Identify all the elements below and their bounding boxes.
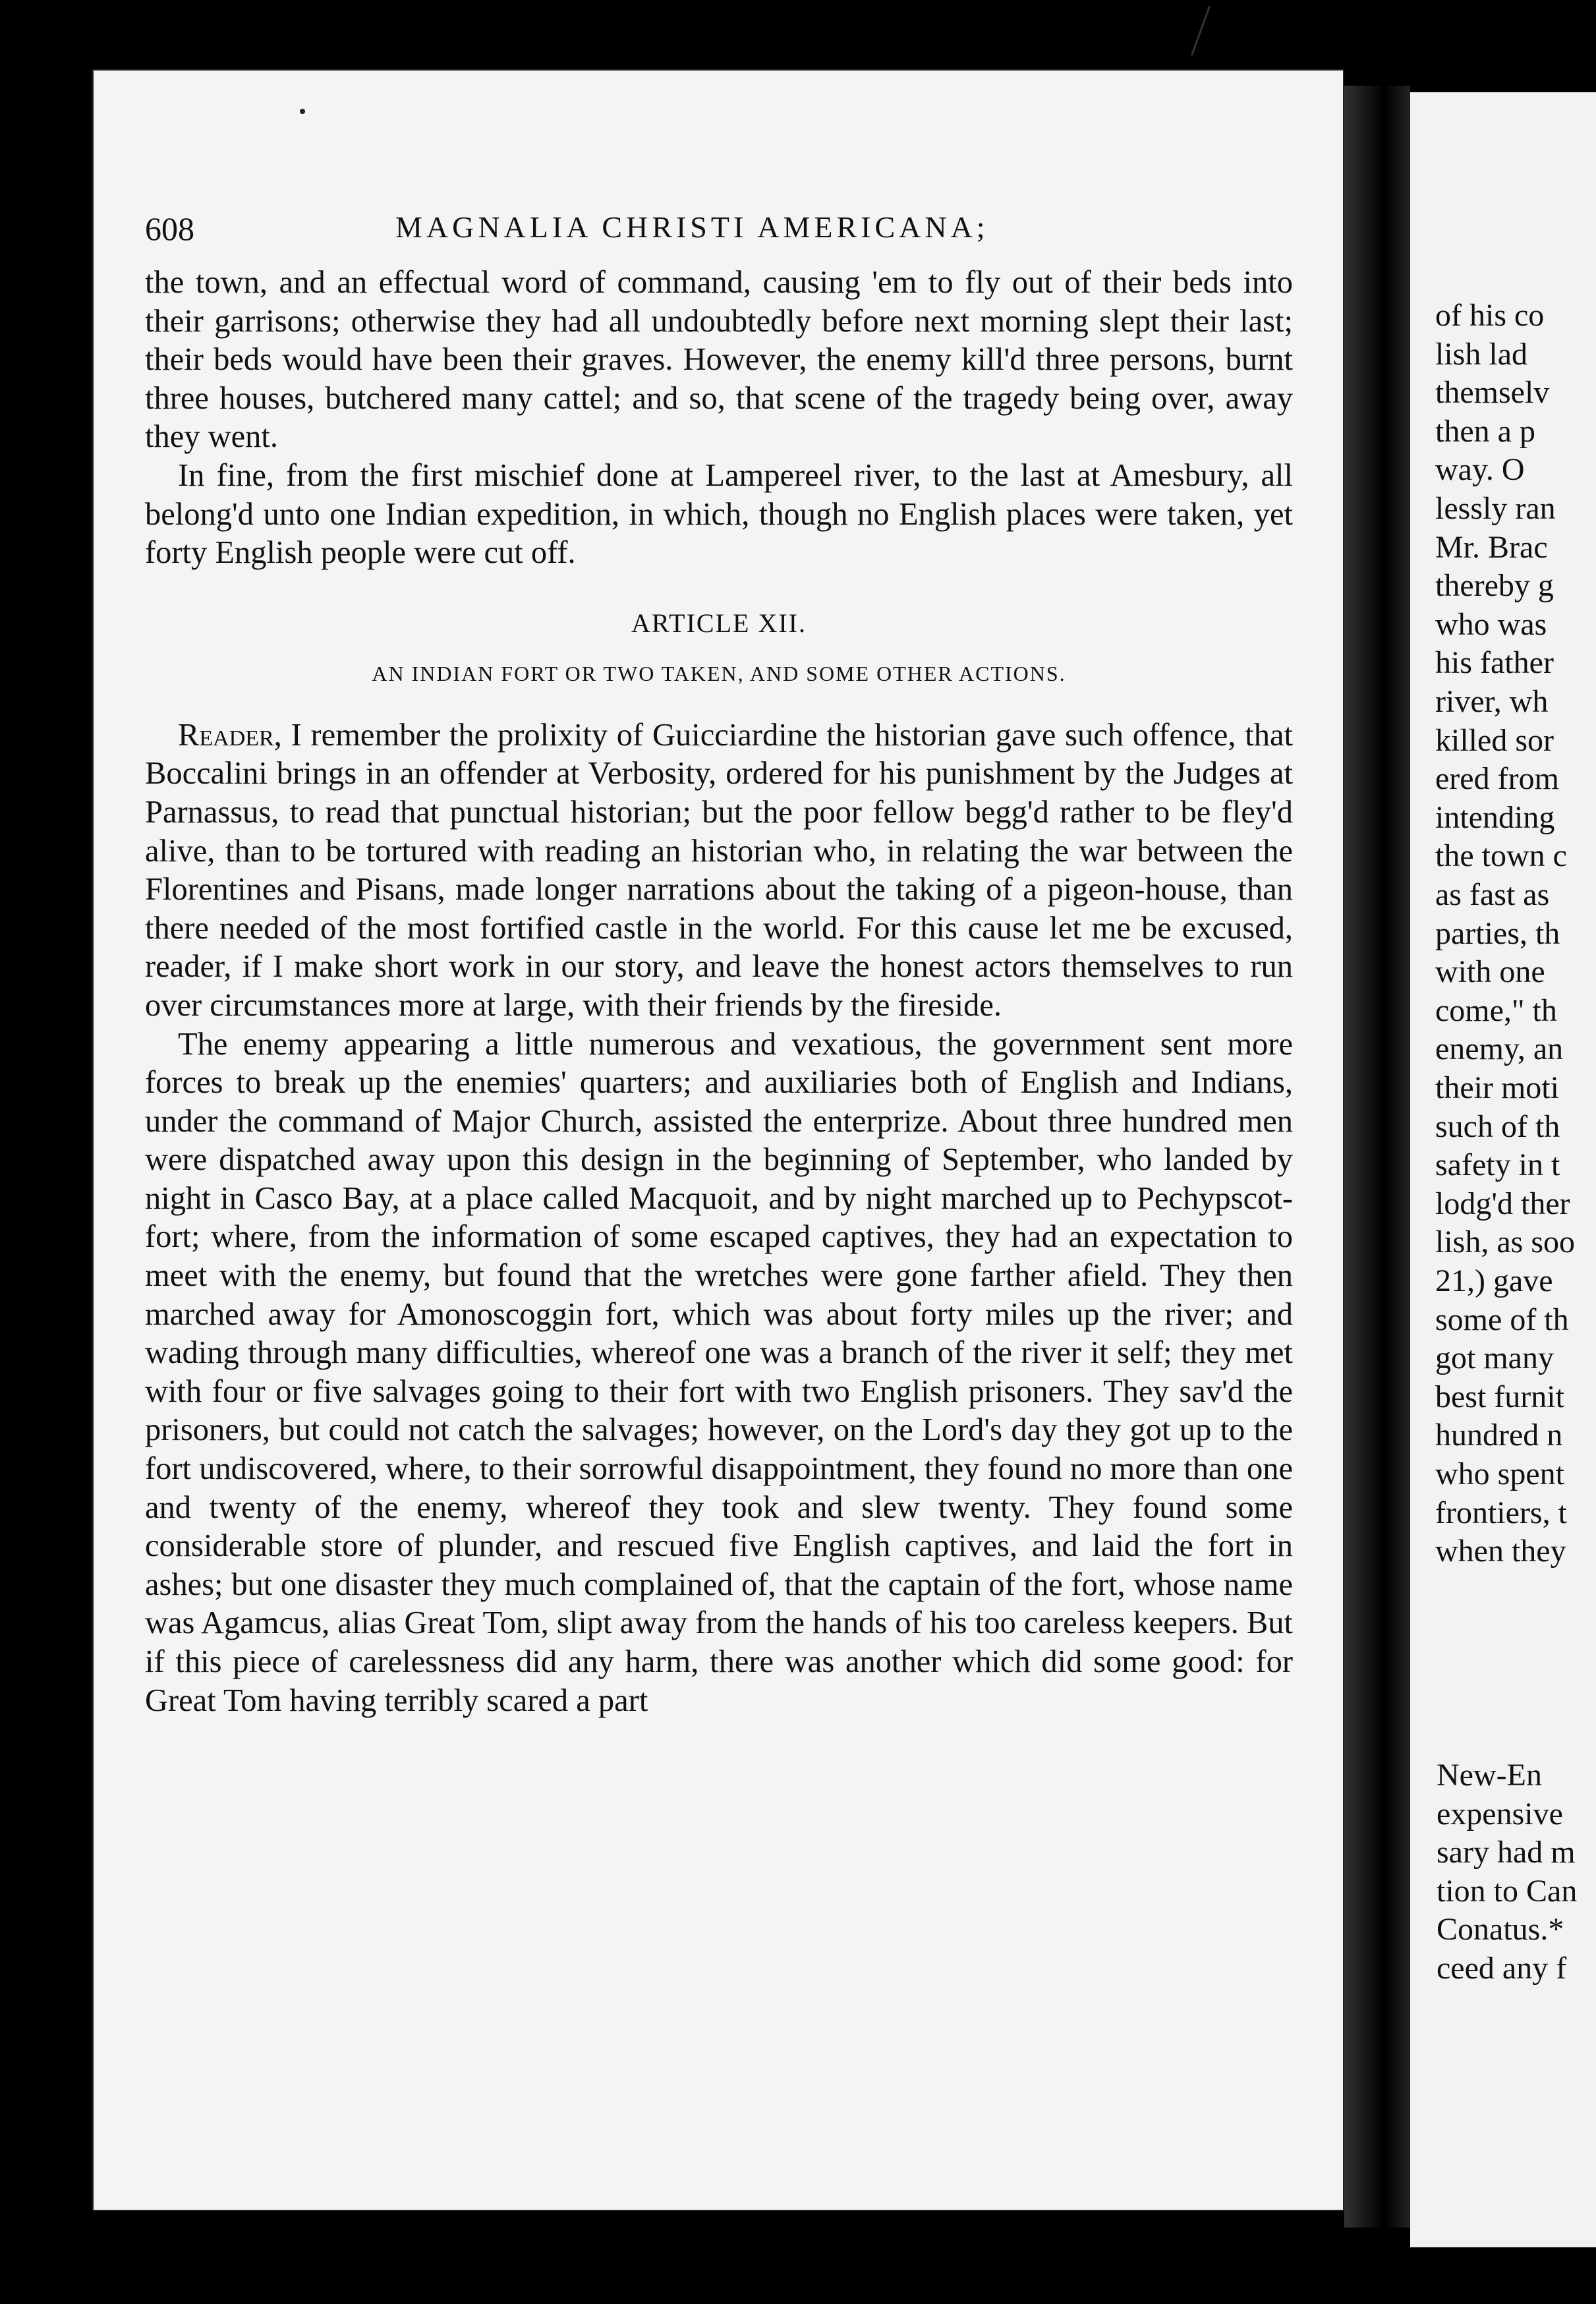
- facing-page-line: their moti: [1435, 1070, 1559, 1105]
- facing-page-line: who spent: [1435, 1456, 1564, 1491]
- article-subheading: AN INDIAN FORT OR TWO TAKEN, AND SOME OTHER ACTIONS.: [372, 661, 1066, 685]
- article-heading: ARTICLE XII.: [631, 608, 807, 638]
- facing-page-line: come," th: [1435, 993, 1557, 1028]
- running-title: MAGNALIA CHRISTI AMERICANA;: [395, 210, 989, 244]
- facing-page-line: sary had m: [1437, 1835, 1576, 1870]
- paragraph-text: I remember the prolixity of Guicciardine the historian gave such offence, that Boccalini brings in an offender at Verbosity, ordered for his punishment by the Judges at Parnassus, to read that punctual historian; but the poor fellow begg'd rather to be fley'd alive, than to be tortured with reading an historian who, in relating the war between the Florentines and Pisans, made longer narrations about the taking of a pigeon-house, than there needed of the most fortified castle in the world. For this cause let me be excused, reader, if I make short work in our story, and leave the honest actors themselves to run over circumstances more at large, with their friends by the fireside.: [145, 717, 1293, 1023]
- facing-page-line: thereby g: [1435, 568, 1554, 604]
- facing-page-line: his father: [1435, 645, 1554, 681]
- facing-page-line: river, wh: [1435, 684, 1549, 719]
- facing-page-line: who was: [1435, 606, 1547, 642]
- facing-page-line: ceed any f: [1437, 1951, 1567, 1986]
- speck: [300, 109, 305, 114]
- pen-mark: [1191, 5, 1223, 60]
- paragraph: [145, 716, 1293, 1025]
- facing-page-line: as fast as: [1435, 877, 1550, 912]
- facing-page-line: the town c: [1435, 838, 1567, 874]
- facing-page-line: New-En: [1437, 1758, 1542, 1793]
- facing-page-line: when they: [1435, 1534, 1566, 1569]
- facing-page-line: best furnit: [1435, 1379, 1564, 1414]
- facing-page-line: intending: [1435, 799, 1555, 835]
- main-text: [145, 264, 1293, 1720]
- facing-page-line: Mr. Brac: [1435, 529, 1548, 565]
- facing-page-line: hundred n: [1435, 1418, 1563, 1453]
- facing-page-line: themselv: [1435, 375, 1550, 411]
- facing-page-line: lodg'd ther: [1435, 1186, 1570, 1221]
- facing-page-line: killed sor: [1435, 722, 1554, 758]
- page-number: 608: [145, 210, 194, 247]
- facing-page-line: way. O: [1435, 452, 1525, 488]
- book-gutter: [1344, 86, 1410, 2228]
- paragraph: In fine, from the first mischief done at Lampereel river, to the last at Amesbury, all belong'd unto one Indian expedition, in which, though no English places were taken, yet forty English people were cut off.: [145, 457, 1293, 571]
- facing-page-line: got many: [1435, 1340, 1554, 1376]
- facing-page-line: ered from: [1435, 761, 1559, 797]
- paragraph: the town, and an effectual word of command, causing 'em to fly out of their beds into their garrisons; otherwise they had all undoubtedly before next morning slept their last; their beds would have been their graves. However, the enemy kill'd three persons, burnt three houses, butchered many cattel; and so, that scene of the tragedy being over, away they went.: [145, 265, 1293, 455]
- facing-page-line: then a p: [1435, 413, 1535, 449]
- facing-page-line: lessly ran: [1435, 491, 1556, 526]
- facing-page-line: enemy, an: [1435, 1031, 1564, 1067]
- facing-page-line: Conatus.*: [1437, 1912, 1564, 1947]
- facing-page-line: expensive: [1437, 1796, 1563, 1831]
- facing-page-line: with one: [1435, 954, 1545, 990]
- running-header: [145, 210, 1305, 249]
- facing-page-line: frontiers, t: [1435, 1495, 1567, 1530]
- facing-page-line: some of th: [1435, 1302, 1569, 1337]
- facing-page-line: 21,) gave: [1435, 1263, 1553, 1298]
- facing-page-line: lish lad: [1435, 336, 1527, 372]
- lead-word: Reader,: [178, 717, 282, 753]
- facing-page-line: tion to Can: [1437, 1873, 1578, 1909]
- paragraph: The enemy appearing a little numerous and vexatious, the government sent more forces to break up the enemies' quarters; and auxiliaries both of English and Indians, under the command of Major Church, assisted the enterprize. About three hundred men were dispatched away upon this design in the beginning of September, who landed by night in Casco Bay, at a place called Macquoit, and by night marched up to Pechypscot-fort; where, from the information of some escaped captives, they had an expectation to meet with the enemy, but found that the wretches were gone farther afield. They then marched away for Amonoscoggin fort, which was about forty miles up the river; and wading through many difficulties, whereof one was a branch of the river it self; they met with four or five salvages going to their fort with two English prisoners. They sav'd the prisoners, but could not catch the salvages; however, on the Lord's day they got up to the fort undiscovered, where, to their sorrowful disappointment, they found no more than one and twenty of the enemy, whereof they took and slew twenty. They found some considerable store of plunder, and rescued five English captives, and laid the fort in ashes; but one disaster they much complained of, that the captain of the fort, whose name was Agamcus, alias Great Tom, slipt away from the hands of his too careless keepers. But if this piece of carelessness did any harm, there was another which did some good: for Great Tom having terribly scared a part: [145, 1026, 1293, 1718]
- facing-page-line: such of th: [1435, 1109, 1560, 1144]
- facing-page-line: of his co: [1435, 298, 1545, 333]
- facing-page-line: safety in t: [1435, 1147, 1560, 1183]
- facing-page-line: lish, as soo: [1435, 1224, 1576, 1260]
- facing-page-line: parties, th: [1435, 915, 1560, 951]
